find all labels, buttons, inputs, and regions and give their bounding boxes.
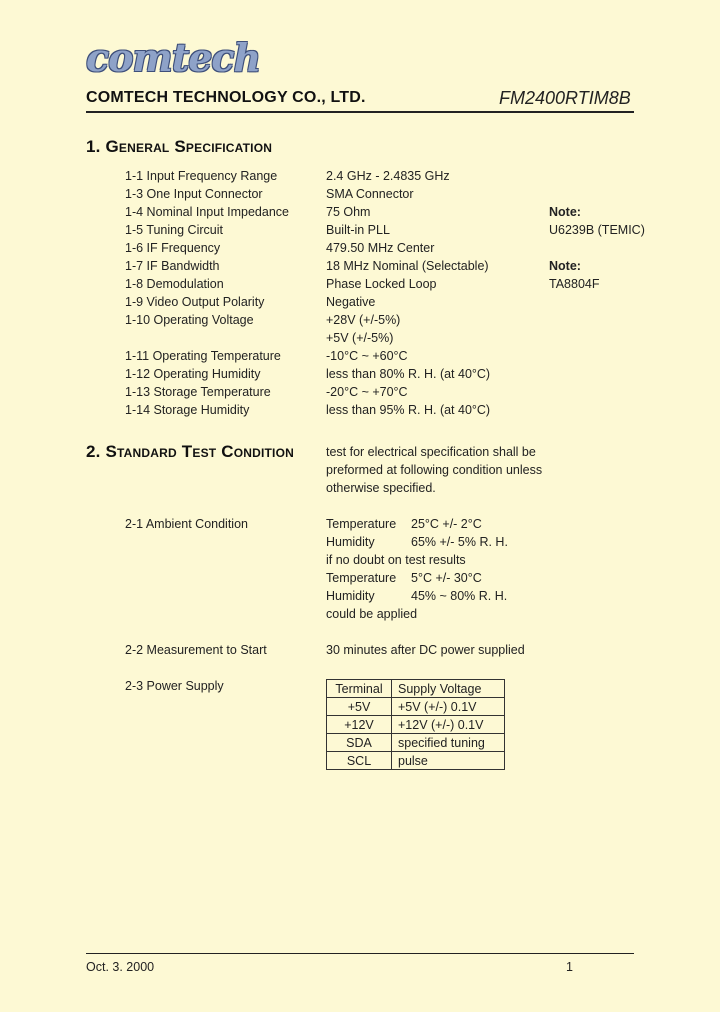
test-intro-line: preformed at following condition unless bbox=[326, 463, 543, 477]
spec-value: less than 80% R. H. (at 40°C) bbox=[326, 367, 491, 381]
section-2-title: 2. Standard Test Condition bbox=[86, 442, 294, 461]
spec-label: 1-3 One Input Connector bbox=[125, 187, 263, 201]
table-cell: +12V bbox=[327, 716, 392, 734]
spec-note: U6239B (TEMIC) bbox=[549, 223, 645, 237]
table-row bbox=[327, 716, 505, 734]
table-header-cell: Terminal bbox=[327, 680, 392, 698]
section-1-title: 1. General Specification bbox=[86, 137, 273, 156]
test-intro-line: otherwise specified. bbox=[326, 481, 436, 495]
company-name: COMTECH TECHNOLOGY CO., LTD. bbox=[86, 89, 366, 106]
measurement-value: 30 minutes after DC power supplied bbox=[326, 643, 525, 657]
spec-label: 1-7 IF Bandwidth bbox=[125, 259, 220, 273]
ambient-condition-label: 2-1 Ambient Condition bbox=[125, 517, 248, 531]
spec-label: 1-9 Video Output Polarity bbox=[125, 295, 265, 309]
ambient-key: Temperature bbox=[326, 517, 397, 531]
header-divider bbox=[86, 111, 634, 113]
spec-label: 1-1 Input Frequency Range bbox=[125, 169, 278, 183]
spec-label: 1-11 Operating Temperature bbox=[125, 349, 281, 363]
spec-value: SMA Connector bbox=[326, 187, 414, 201]
ambient-note: if no doubt on test results bbox=[326, 553, 466, 567]
table-cell: SCL bbox=[327, 752, 392, 770]
ambient-value: 45% ~ 80% R. H. bbox=[411, 589, 508, 603]
spec-label: 1-5 Tuning Circuit bbox=[125, 223, 223, 237]
table-cell: specified tuning bbox=[392, 734, 505, 752]
spec-value: 2.4 GHz - 2.4835 GHz bbox=[326, 169, 450, 183]
power-supply-table bbox=[326, 679, 505, 770]
spec-value: 18 MHz Nominal (Selectable) bbox=[326, 259, 489, 273]
spec-note: TA8804F bbox=[549, 277, 600, 291]
spec-value: -10°C ~ +60°C bbox=[326, 349, 408, 363]
footer-date: Oct. 3. 2000 bbox=[86, 960, 155, 974]
footer-divider bbox=[86, 953, 634, 954]
test-intro-line: test for electrical specification shall be bbox=[326, 445, 536, 459]
spec-note: Note: bbox=[549, 205, 581, 219]
model-number: FM2400RTIM8B bbox=[499, 88, 631, 108]
spec-label: 1-10 Operating Voltage bbox=[125, 313, 254, 327]
table-header-cell: Supply Voltage bbox=[392, 680, 505, 698]
spec-label: 1-12 Operating Humidity bbox=[125, 367, 261, 381]
spec-value: Built-in PLL bbox=[326, 223, 390, 237]
ambient-value: 65% +/- 5% R. H. bbox=[411, 535, 508, 549]
measurement-label: 2-2 Measurement to Start bbox=[125, 643, 267, 657]
table-row bbox=[327, 752, 505, 770]
table-cell: +5V bbox=[327, 698, 392, 716]
table-cell: SDA bbox=[327, 734, 392, 752]
spec-label: 1-6 IF Frequency bbox=[125, 241, 221, 255]
ambient-key: Humidity bbox=[326, 589, 375, 603]
ambient-value: 5°C +/- 30°C bbox=[411, 571, 482, 585]
table-row bbox=[327, 698, 505, 716]
table-cell: +5V (+/-) 0.1V bbox=[392, 698, 505, 716]
spec-value: -20°C ~ +70°C bbox=[326, 385, 408, 399]
spec-value: 479.50 MHz Center bbox=[326, 241, 435, 255]
spec-value: less than 95% R. H. (at 40°C) bbox=[326, 403, 491, 417]
ambient-key: Temperature bbox=[326, 571, 397, 585]
spec-value: Negative bbox=[326, 295, 376, 309]
power-supply-label: 2-3 Power Supply bbox=[125, 679, 224, 693]
spec-label: 1-14 Storage Humidity bbox=[125, 403, 250, 417]
spec-value: Phase Locked Loop bbox=[326, 277, 437, 291]
company-logo: comtech bbox=[86, 35, 261, 80]
ambient-note: could be applied bbox=[326, 607, 418, 621]
table-cell: +12V (+/-) 0.1V bbox=[392, 716, 505, 734]
spec-value: +28V (+/-5%) bbox=[326, 313, 401, 327]
spec-label: 1-8 Demodulation bbox=[125, 277, 224, 291]
table-header-row bbox=[327, 680, 505, 698]
spec-value: 75 Ohm bbox=[326, 205, 371, 219]
spec-label: 1-4 Nominal Input Impedance bbox=[125, 205, 289, 219]
ambient-value: 25°C +/- 2°C bbox=[411, 517, 482, 531]
page-number: 1 bbox=[566, 960, 573, 974]
table-row bbox=[327, 734, 505, 752]
table-cell: pulse bbox=[392, 752, 505, 770]
spec-note: Note: bbox=[549, 259, 581, 273]
ambient-key: Humidity bbox=[326, 535, 375, 549]
spec-label: 1-13 Storage Temperature bbox=[125, 385, 271, 399]
spec-value: +5V (+/-5%) bbox=[326, 331, 394, 345]
